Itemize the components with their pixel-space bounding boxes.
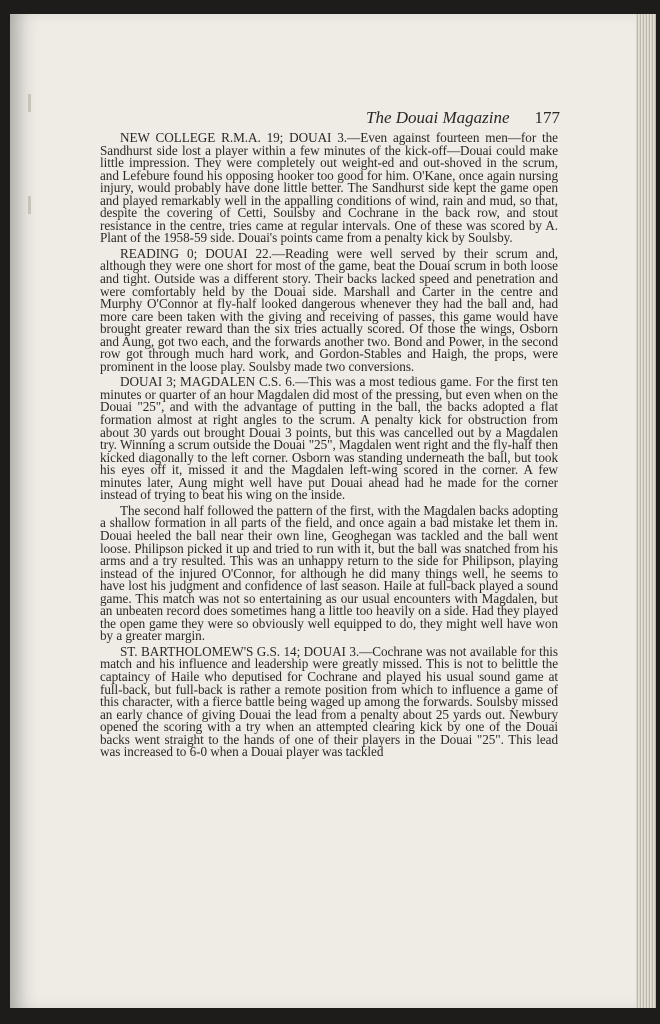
page-number: 177 <box>534 108 560 127</box>
article-body <box>100 132 558 759</box>
paragraph-reading: READING 0; DOUAI 22.—Reading were well served by their scrum and, although they were one short for most of the game, beat the Douai scrum in both loose and tight. Outside was a different story. Their backs lacked speed and penetration and were comfortably held by the Douai side. Marshall and Carter in the centre and Murphy O'Connor at fly-half looked dangerous whenever they had the ball and, had more care been taken with the giving and receiving of passes, this game would have brought greater reward than the six tries actually scored. Of those the wings, Osborn and Aung, got two each, and the forwards another two. Bond and Power, in the second row got through much hard work, and Gordon-Stables and Haigh, the props, were prominent in the loose play. Soulsby made two conversions. <box>100 245 558 374</box>
paragraph-new-college: NEW COLLEGE R.M.A. 19; DOUAI 3.—Even against fourteen men—for the Sandhurst side lost a player within a few minutes of the kick-off—Douai could make little impression. They were completely out weight-ed and out-shoved in the scrum, and Lefebure found his opposing hooker too good for him. O'Kane, once again nursing injury, would probably have done little better. The Sandhurst side kept the game open and played remarkably well in the appalling conditions of wind, rain and mud, so that, despite the covering of Cetti, Soulsby and Cochrane in the back row, and stout resistance in the centre, tries came at regular intervals. One of these was scored by A. Plant of the 1958-59 side. Douai's points came from a penalty kick by Soulsby. <box>100 130 558 246</box>
page-edges <box>636 14 656 1008</box>
paragraph-second-half: The second half followed the pattern of the first, with the Magdalen backs adopting a shallow formation in all parts of the field, and once again a bad mistake let them in. Douai heeled the ball near their own line, Geoghegan was tackled and the ball went loose. Philipson picked it up and tried to run with it, but the ball was snatched from his arms and a try resulted. This was an unhappy return to the side for Philipson, playing instead of the injured O'Connor, for although he did many things well, he seems to have lost his judgment and confidence of last season. Haile at full-back played a sound game. This match was not so entertaining as our usual encounters with Magdalen, but an unbeaten record does sometimes hang a little too heavily on a side. Had they played the open game they were so obviously well equipped to do, they might well have won by a greater margin. <box>100 502 558 644</box>
running-title: The Douai Magazine <box>366 108 510 127</box>
running-header <box>366 108 560 132</box>
paragraph-magdalen: DOUAI 3; MAGDALEN C.S. 6.—This was a most tedious game. For the first ten minutes or quarter of an hour Magdalen did most of the pressing, but even when on the Douai "25", and with the advantage of putting in the ball, the backs adopted a flat formation almost at right angles to the scrum. A penalty kick for obstruction from about 30 yards out brought Douai 3 points, but this was cancelled out by a Magdalen try. Winning a scrum outside the Douai "25", Magdalen went right and the fly-half then kicked diagonally to the left corner. Osborn was standing underneath the ball, but took his eyes off it, missed it and the Magdalen left-wing scored in the corner. A few minutes later, Aung might well have put Douai ahead had he made for the corner instead of trying to beat his wing on the inside. <box>100 374 558 503</box>
binding-mark <box>28 94 31 112</box>
binding-mark <box>28 196 31 214</box>
paragraph-st-bartholomews: ST. BARTHOLOMEW'S G.S. 14; DOUAI 3.—Cochrane was not available for this match and his influence and leadership were greatly missed. This is not to belittle the captaincy of Haile who deputised for Cochrane and played his usual sound game at full-back, but full-back is rather a remote position from which to influence a game of this character, with a fierce battle being waged up among the forwards. Soulsby missed an early chance of giving Douai the lead from a penalty about 25 yards out. Newbury opened the scoring with a try when an attempted clearing kick by one of the Douai backs went straight to the hands of one of their players in the Douai "25". This lead was increased to 6-0 when a Douai player was tackled <box>100 643 558 760</box>
